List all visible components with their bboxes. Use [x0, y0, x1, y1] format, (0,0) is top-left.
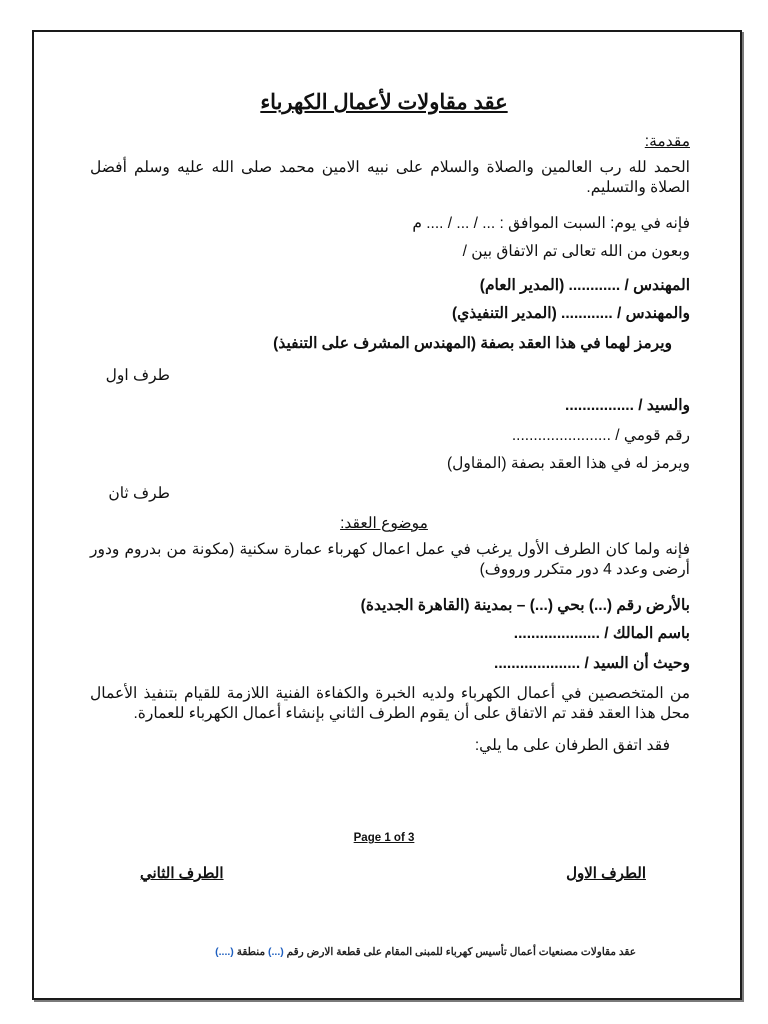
- footer-prefix: عقد مقاولات مصنعيات أعمال تأسيس كهرباء للمبنى المقام على قطعة الارض رقم: [286, 946, 636, 958]
- engineer-role-line: ويرمز لهما في هذا العقد بصفة (المهندس المشرف على التنفيذ): [273, 335, 672, 352]
- party-one-label: طرف اول: [105, 367, 170, 384]
- agreement-line: وبعون من الله تعالى تم الاتفاق بين /: [462, 243, 690, 260]
- national-id-line: رقم قومي / .......................: [511, 427, 690, 444]
- second-party-signature: الطرف الثاني: [140, 865, 224, 882]
- contractor-role-line: ويرمز له في هذا العقد بصفة (المقاول): [446, 455, 690, 472]
- footer-area: (....): [215, 946, 234, 958]
- document-footer: [215, 946, 636, 958]
- footer-plot-number: (...): [268, 946, 284, 958]
- date-line: فإنه في يوم: السبت الموافق : ... / ... / .... م: [412, 215, 690, 232]
- subject-heading: موضوع العقد:: [340, 515, 428, 532]
- page-number: Page 1 of 3: [353, 832, 415, 844]
- owner-line: باسم المالك / ....................: [513, 625, 690, 642]
- intro-heading: مقدمة:: [644, 133, 690, 150]
- specialist-text: من المتخصصين في أعمال الكهرباء ولديه الخبرة والكفاءة الفنية اللازمة للقيام بتنفيذ الأعمال محل هذا العقد فقد تم الاتفاق على أن يقوم الطرف الثاني بإنشاء أعمال الكهرباء للعمارة.: [90, 685, 690, 722]
- first-party-signature: الطرف الاول: [566, 865, 646, 882]
- document-title: عقد مقاولات لأعمال الكهرباء: [260, 91, 508, 114]
- mr-line: والسيد / ................: [565, 397, 690, 414]
- intro-text: الحمد لله رب العالمين والصلاة والسلام على نبيه الامين محمد صلى الله عليه وسلم أفضل الصلاة والتسليم.: [90, 159, 690, 196]
- engineer-line-2: والمهندس / ............ (المدير التنفيذي): [451, 305, 690, 322]
- since-line: وحيث أن السيد / ....................: [494, 655, 690, 672]
- subject-text: فإنه ولما كان الطرف الأول يرغب في عمل اعمال كهرباء عمارة سكنية (مكونة من بدروم ودور أرضى وعدد 4 دور متكرر ورووف): [90, 541, 690, 578]
- agreed-line: فقد اتفق الطرفان على ما يلي:: [474, 737, 670, 754]
- engineer-line-1: المهندس / ............ (المدير العام): [479, 277, 690, 294]
- party-two-label: طرف ثان: [108, 485, 170, 502]
- land-line: بالأرض رقم (...) بحي (...) – بمدينة (القاهرة الجديدة): [360, 597, 690, 614]
- footer-area-label: منطقة: [236, 946, 266, 958]
